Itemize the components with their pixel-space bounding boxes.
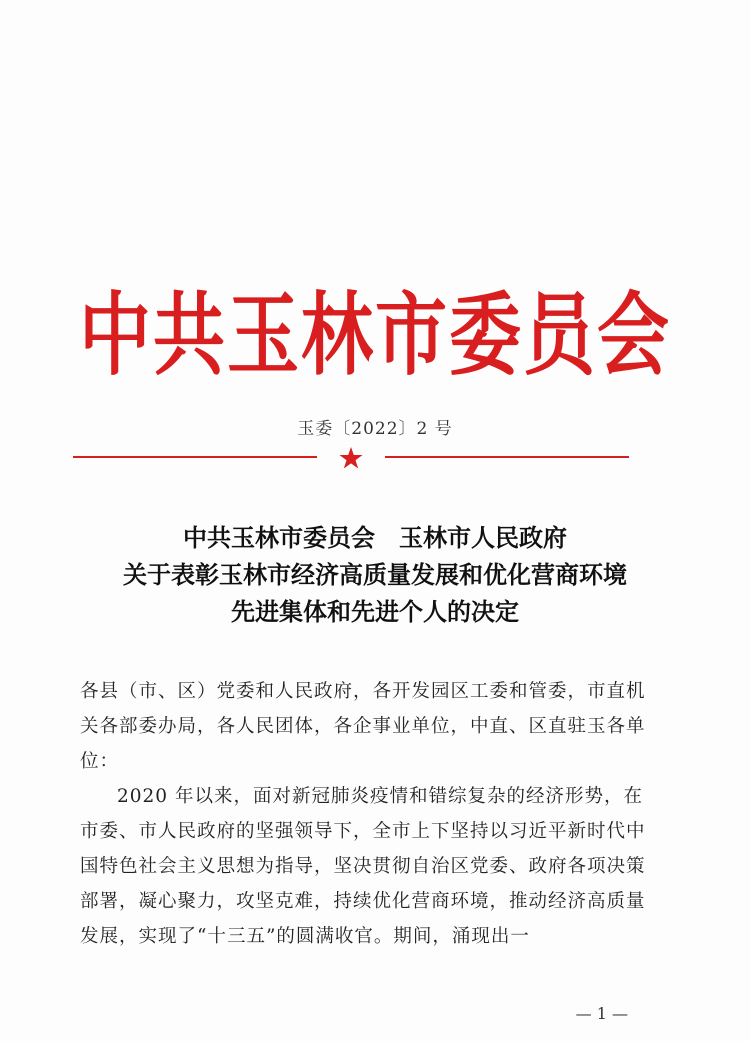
- masthead-title: 中共玉林市委员会: [78, 282, 671, 387]
- body-paragraph: 2020 年以来，面对新冠肺炎疫情和错综复杂的经济形势，在市委、市人民政府的坚强领导下，全市上下坚持以习近平新时代中国特色社会主义思想为指导，坚决贯彻自治区党委、政府各项决策部署，凝心聚力，攻坚克难，持续优化营商环境，推动经济高质量发展，实现了“十三五”的圆满收官。期间，涌现出一: [80, 786, 646, 947]
- title-line-3: 先进集体和先进个人的决定: [231, 598, 519, 626]
- red-rule-left: [73, 456, 317, 458]
- title-line-2: 关于表彰玉林市经济高质量发展和优化营商环境: [123, 561, 627, 589]
- red-separator: [73, 447, 629, 469]
- red-rule-right: [385, 456, 629, 458]
- title-line-1: 中共玉林市委员会 玉林市人民政府: [183, 524, 567, 552]
- document-body: [80, 674, 660, 954]
- document-title: [0, 520, 750, 631]
- addressee: 各县（市、区）党委和人民政府，各开发园区工委和管委，市直机关各部委办局，各人民团体，各企事业单位，中直、区直驻玉各单位：: [80, 681, 646, 772]
- red-star-icon: [339, 447, 363, 469]
- page-number: — 1 —: [575, 1004, 628, 1023]
- document-number: 玉委〔2022〕2 号: [297, 419, 453, 439]
